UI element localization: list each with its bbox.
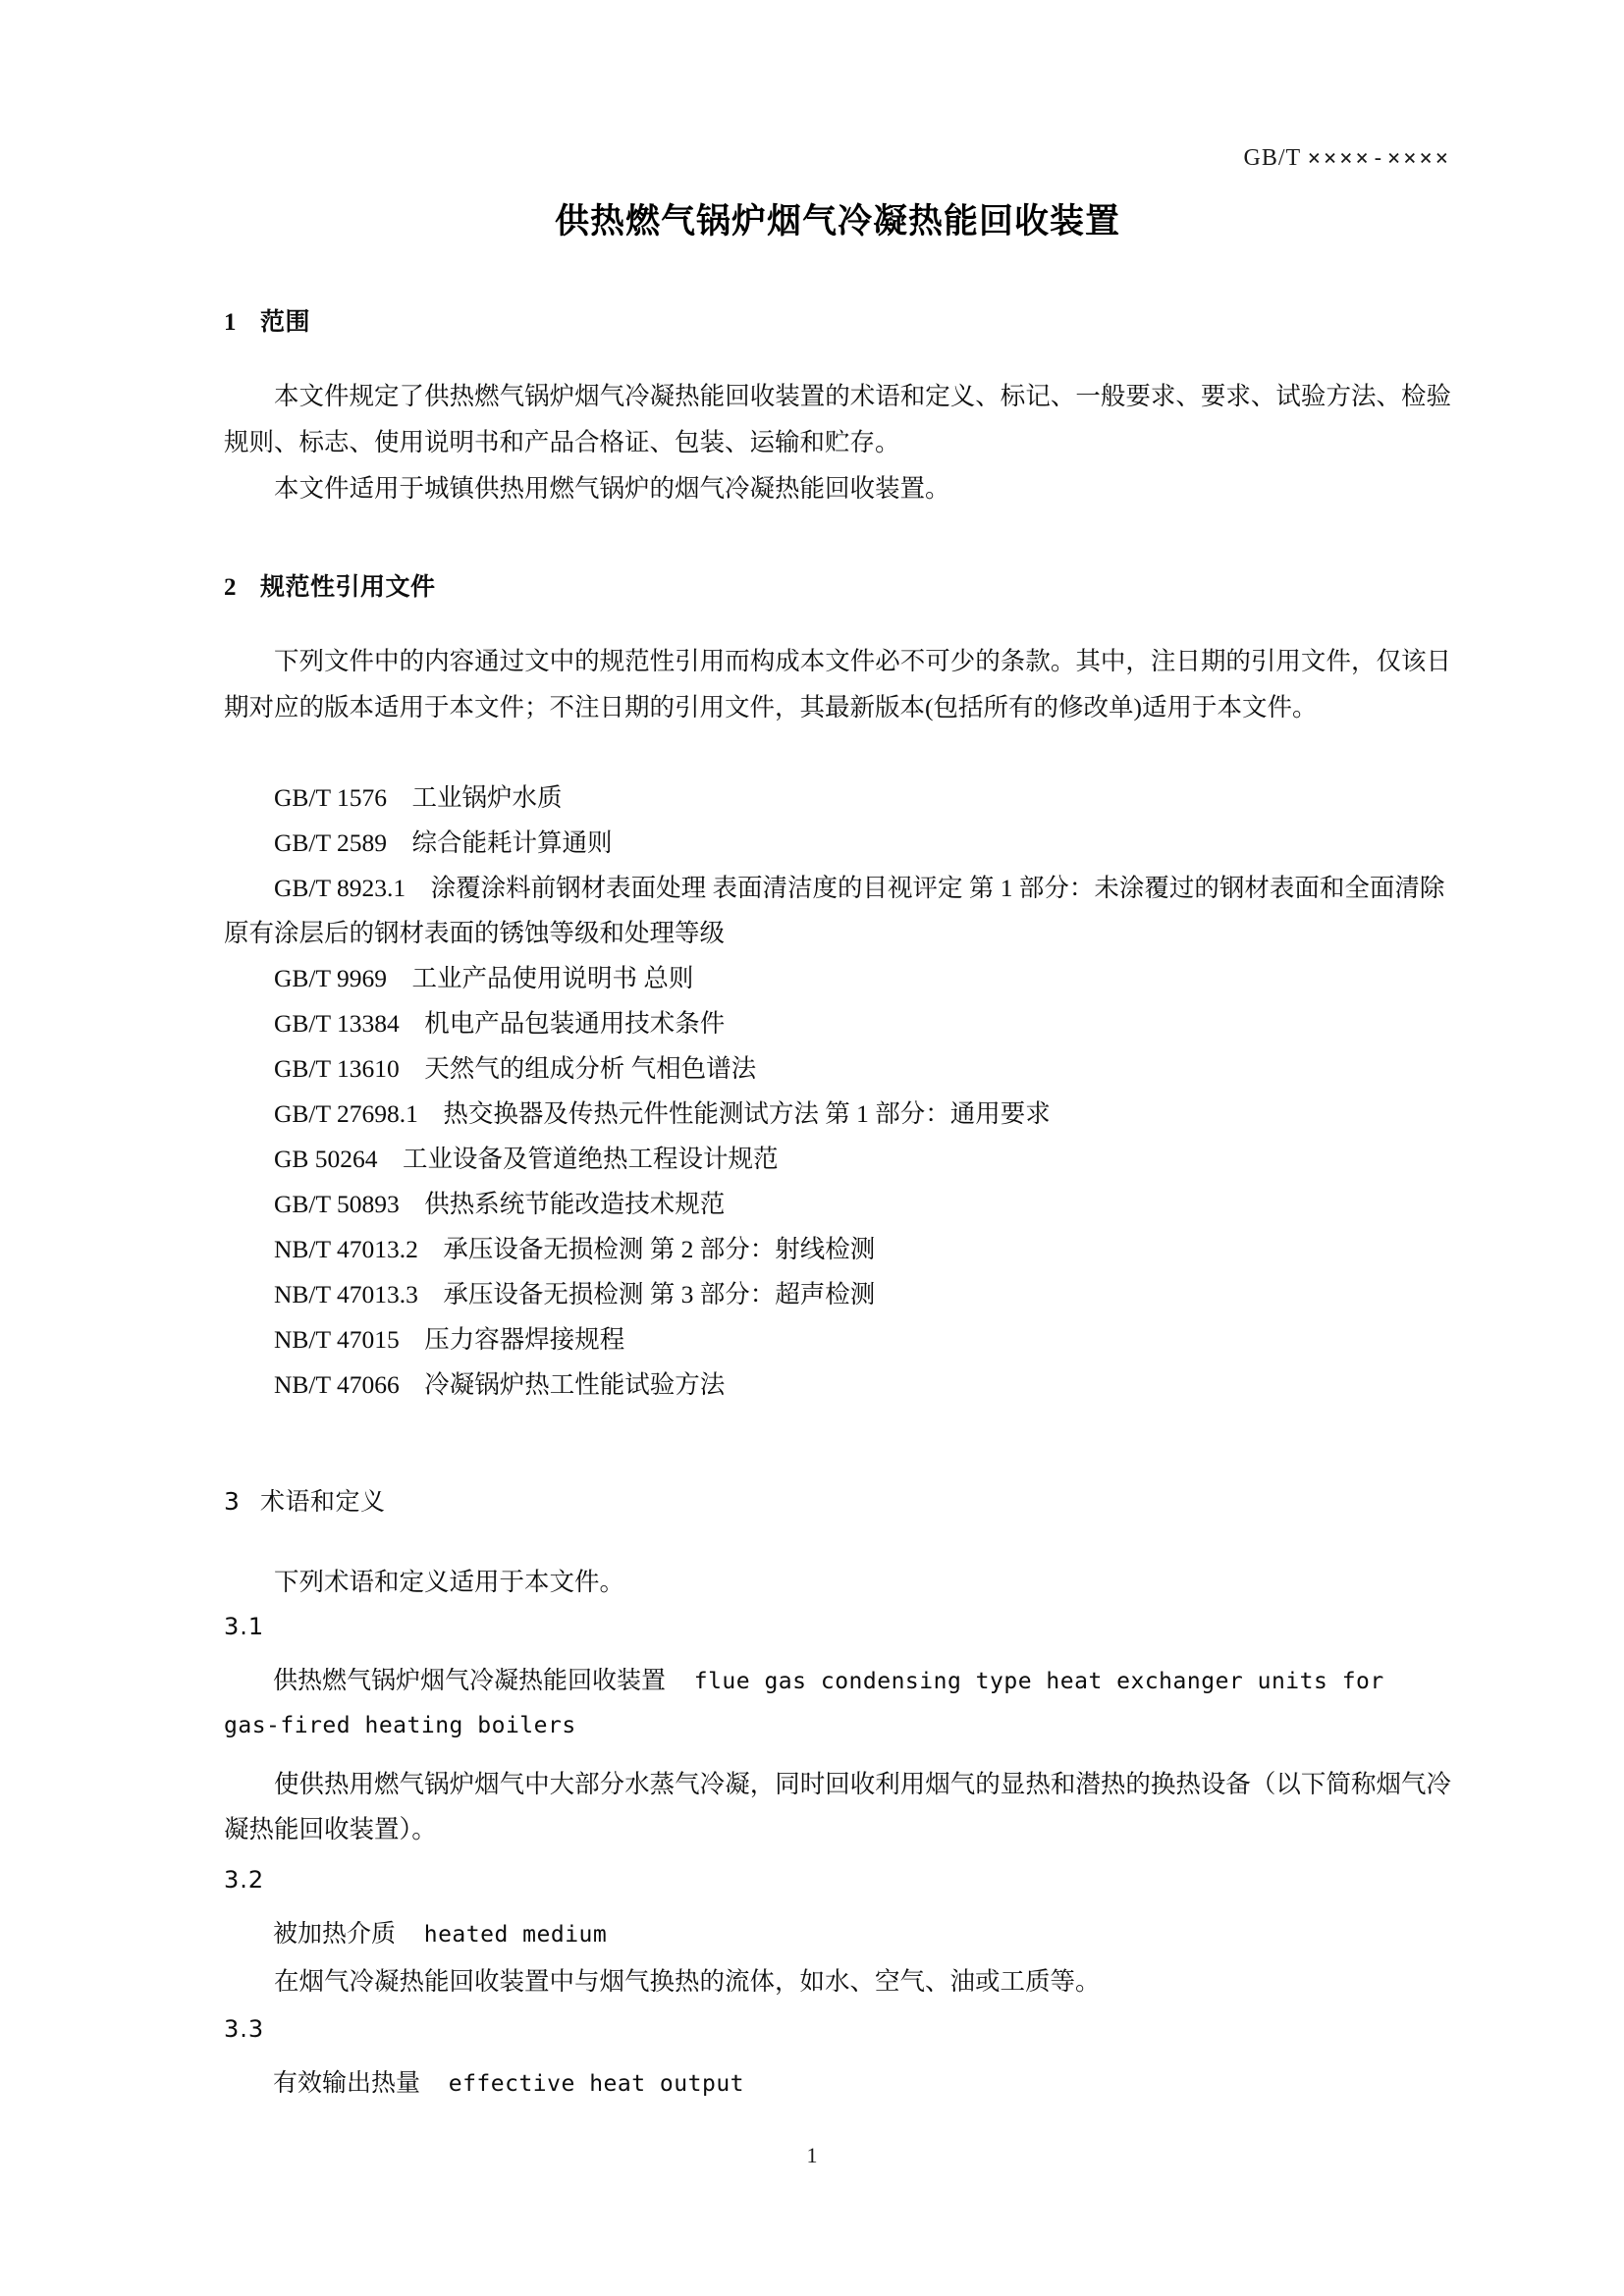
term-3-1-chinese: 供热燃气锅炉烟气冷凝热能回收装置 <box>273 1666 667 1694</box>
term-3-1-definition: 使供热用燃气锅炉烟气中大部分水蒸气冷凝，同时回收利用烟气的显热和潜热的换热设备（以下简称烟气冷凝热能回收装置）。 <box>224 1770 1451 1843</box>
reference-item: GB 50264 工业设备及管道绝热工程设计规范 <box>274 1145 779 1173</box>
term-3-1-entry <box>224 1659 1451 1747</box>
clause-3-paragraph-1: 下列术语和定义适用于本文件。 <box>274 1568 625 1596</box>
clause-3-heading <box>224 1482 1451 1518</box>
clause-3-number: 3 <box>224 1487 241 1516</box>
reference-item: NB/T 47015 压力容器焊接规程 <box>274 1325 625 1354</box>
clause-2-heading <box>224 567 1451 603</box>
page-title: 供热燃气锅炉烟气冷凝热能回收装置 <box>554 202 1120 241</box>
reference-item: GB/T 9969 工业产品使用说明书 总则 <box>274 964 694 992</box>
term-3-2-number: 3.2 <box>224 1866 265 1894</box>
reference-item: GB/T 13384 机电产品包装通用技术条件 <box>274 1009 726 1038</box>
reference-item: GB/T 13610 天然气的组成分析 气相色谱法 <box>274 1054 757 1083</box>
reference-item: NB/T 47066 冷凝锅炉热工性能试验方法 <box>274 1370 726 1399</box>
reference-item: NB/T 47013.2 承压设备无损检测 第 2 部分：射线检测 <box>274 1235 876 1263</box>
standard-number: ××××-×××× <box>1307 146 1451 171</box>
term-3-1-english: flue gas condensing type heat exchanger units for gas-fired heating boilers <box>224 1669 1384 1738</box>
clause-2-paragraph-1: 下列文件中的内容通过文中的规范性引用而构成本文件必不可少的条款。其中，注日期的引用文件，仅该日期对应的版本适用于本文件；不注日期的引用文件，其最新版本(包括所有的修改单)适用于本文件。 <box>224 647 1451 721</box>
term-3-2-english: heated medium <box>423 1922 608 1948</box>
term-3-3-entry <box>224 2061 1451 2106</box>
term-3-3-number: 3.3 <box>224 2015 265 2043</box>
term-3-1-number: 3.1 <box>224 1613 265 1640</box>
term-3-2-entry <box>224 1912 1451 1956</box>
clause-3-title: 术语和定义 <box>260 1487 386 1516</box>
clause-1-title: 范围 <box>260 307 311 336</box>
clause-1-number: 1 <box>224 309 237 336</box>
reference-item: GB/T 1576 工业锅炉水质 <box>274 783 563 812</box>
reference-item: GB/T 27698.1 热交换器及传热元件性能测试方法 第 1 部分：通用要求 <box>274 1099 1051 1128</box>
normative-references-list <box>224 775 1451 1408</box>
term-3-2-definition: 在烟气冷凝热能回收装置中与烟气换热的流体，如水、空气、油或工质等。 <box>274 1967 1101 1996</box>
term-3-3-chinese: 有效输出热量 <box>273 2068 421 2097</box>
standard-designation-header <box>224 145 1451 172</box>
clause-1-paragraph-2: 本文件适用于城镇供热用燃气锅炉的烟气冷凝热能回收装置。 <box>274 474 950 503</box>
clause-1-paragraph-1: 本文件规定了供热燃气锅炉烟气冷凝热能回收装置的术语和定义、标记、一般要求、要求、试验方法、检验规则、标志、使用说明书和产品合格证、包装、运输和贮存。 <box>224 382 1451 456</box>
clause-2-title: 规范性引用文件 <box>260 572 436 601</box>
term-3-3-english: effective heat output <box>448 2071 745 2097</box>
standard-prefix: GB/T <box>1243 145 1301 171</box>
reference-item: GB/T 2589 综合能耗计算通则 <box>274 828 613 857</box>
clause-2-number: 2 <box>224 574 237 601</box>
reference-item: NB/T 47013.3 承压设备无损检测 第 3 部分：超声检测 <box>274 1280 876 1308</box>
reference-item: GB/T 50893 供热系统节能改造技术规范 <box>274 1190 726 1218</box>
term-3-2-chinese: 被加热介质 <box>273 1919 397 1948</box>
reference-item: GB/T 8923.1 涂覆涂料前钢材表面处理 表面清洁度的目视评定 第 1 部分：未涂覆过的钢材表面和全面清除原有涂层后的钢材表面的锈蚀等级和处理等级 <box>224 874 1445 947</box>
page-number: 1 <box>806 2143 818 2167</box>
clause-1-heading <box>224 302 1451 338</box>
